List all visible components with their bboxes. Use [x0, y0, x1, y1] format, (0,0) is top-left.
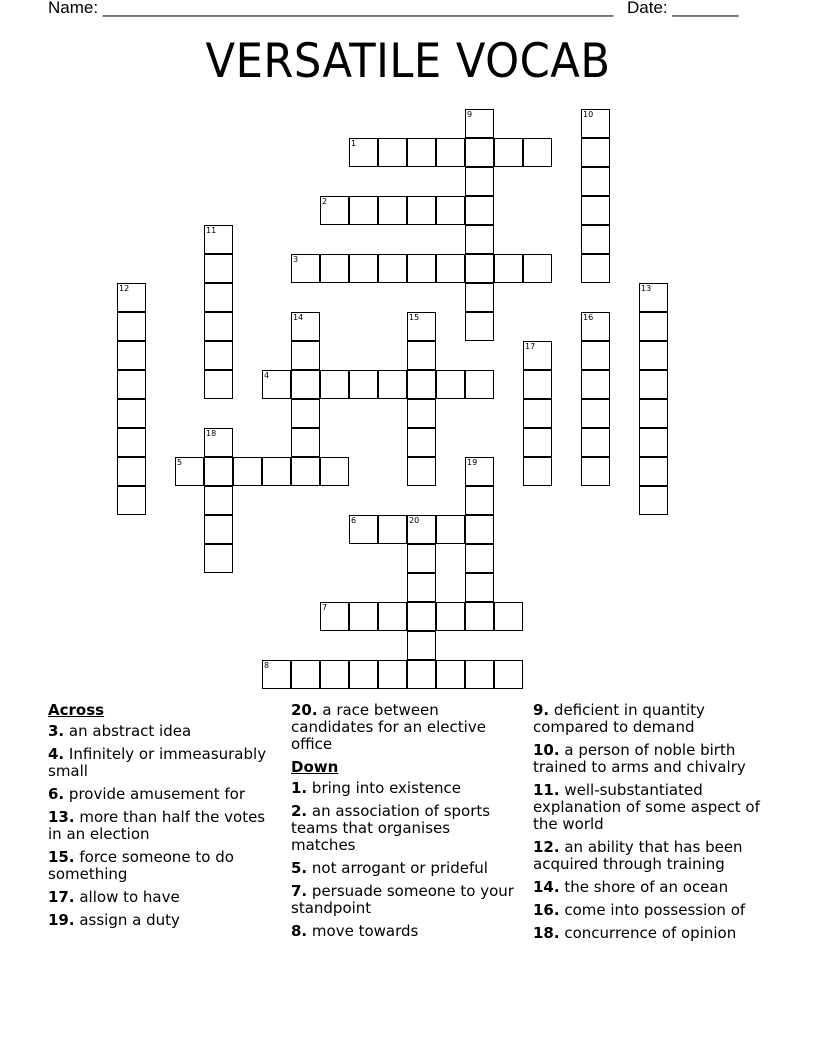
grid-cell[interactable]	[407, 602, 436, 631]
grid-cell[interactable]	[407, 544, 436, 573]
grid-cell[interactable]	[291, 399, 320, 428]
cell-number: 9	[467, 110, 473, 119]
grid-cell[interactable]	[581, 109, 610, 138]
grid-cell[interactable]	[204, 544, 233, 573]
grid-cell[interactable]	[465, 225, 494, 254]
cell-number: 1	[351, 139, 357, 148]
grid-cell[interactable]	[262, 660, 291, 689]
grid-cell[interactable]	[204, 283, 233, 312]
grid-cell[interactable]	[117, 312, 146, 341]
grid-cell[interactable]	[117, 399, 146, 428]
grid-cell[interactable]	[523, 370, 552, 399]
grid-cell[interactable]	[581, 370, 610, 399]
grid-cell[interactable]	[523, 138, 552, 167]
clue-down-12: 12. an ability that has been acquired through training	[533, 838, 743, 873]
grid-cell[interactable]	[407, 515, 436, 544]
grid-cell[interactable]	[407, 254, 436, 283]
grid-cell[interactable]	[494, 254, 523, 283]
grid-cell[interactable]	[378, 515, 407, 544]
grid-cell[interactable]	[378, 370, 407, 399]
grid-cell[interactable]	[378, 138, 407, 167]
cell-number: 10	[583, 110, 594, 119]
grid-cell[interactable]	[581, 457, 610, 486]
grid-cell[interactable]	[465, 457, 494, 486]
clue-down-10: 10. a person of noble birth trained to arms and chivalry	[533, 741, 746, 776]
grid-cell[interactable]	[523, 399, 552, 428]
cell-number: 18	[206, 429, 217, 438]
clue-across-13: 13. more than half the votes in an election	[48, 808, 266, 843]
clue-down-1: 1. bring into existence	[291, 779, 461, 797]
grid-cell[interactable]	[291, 370, 320, 399]
grid-cell[interactable]	[523, 254, 552, 283]
grid-cell[interactable]	[436, 254, 465, 283]
grid-cell[interactable]	[436, 196, 465, 225]
clue-down-2: 2. an association of sports teams that organises matches	[291, 802, 491, 854]
clue-across-17: 17. allow to have	[48, 888, 180, 906]
grid-cell[interactable]	[581, 341, 610, 370]
cell-number: 13	[641, 284, 652, 293]
clue-down-5: 5. not arrogant or prideful	[291, 859, 488, 877]
grid-cell[interactable]	[117, 457, 146, 486]
grid-cell[interactable]	[349, 138, 378, 167]
clue-down-16: 16. come into possession of	[533, 901, 746, 919]
grid-cell[interactable]	[465, 167, 494, 196]
across-heading: Across	[48, 701, 105, 719]
grid-cell[interactable]	[407, 660, 436, 689]
grid-cell[interactable]	[117, 370, 146, 399]
cell-number: 2	[322, 197, 328, 206]
grid-cell[interactable]	[523, 457, 552, 486]
grid-cell[interactable]	[639, 283, 668, 312]
clue-across-15: 15. force someone to do something	[48, 848, 234, 883]
clues-column-2	[291, 702, 516, 946]
grid-cell[interactable]	[291, 341, 320, 370]
date-blank[interactable]: _______	[672, 0, 739, 17]
clue-down-7: 7. persuade someone to your standpoint	[291, 882, 514, 917]
grid-cell[interactable]	[436, 515, 465, 544]
grid-cell[interactable]	[378, 660, 407, 689]
grid-cell[interactable]	[436, 602, 465, 631]
grid-cell[interactable]	[465, 544, 494, 573]
grid-cell[interactable]	[204, 225, 233, 254]
grid-cell[interactable]	[465, 370, 494, 399]
grid-cell[interactable]	[291, 428, 320, 457]
clue-down-11: 11. well-substantiated explanation of some aspect of the world	[533, 781, 760, 833]
clue-across-6: 6. provide amusement for	[48, 785, 245, 803]
grid-cell[interactable]	[465, 515, 494, 544]
grid-cell[interactable]	[117, 428, 146, 457]
clue-down-8: 8. move towards	[291, 922, 419, 940]
down-heading: Down	[291, 758, 339, 776]
name-label: Name:	[48, 0, 99, 17]
clue-down-14: 14. the shore of an ocean	[533, 878, 729, 896]
grid-cell[interactable]	[639, 341, 668, 370]
cell-number: 19	[467, 458, 478, 467]
grid-cell[interactable]	[639, 399, 668, 428]
grid-cell[interactable]	[407, 457, 436, 486]
grid-cell[interactable]	[320, 602, 349, 631]
cell-number: 16	[583, 313, 594, 322]
grid-cell[interactable]	[494, 138, 523, 167]
grid-cell[interactable]	[465, 660, 494, 689]
grid-cell[interactable]	[320, 196, 349, 225]
grid-cell[interactable]	[465, 283, 494, 312]
grid-cell[interactable]	[465, 312, 494, 341]
grid-cell[interactable]	[407, 428, 436, 457]
grid-cell[interactable]	[465, 602, 494, 631]
name-blank[interactable]: ______________________________________________________	[102, 0, 614, 17]
grid-cell[interactable]	[436, 660, 465, 689]
grid-cell[interactable]	[407, 196, 436, 225]
grid-cell[interactable]	[581, 428, 610, 457]
grid-cell[interactable]	[407, 138, 436, 167]
clue-across-19: 19. assign a duty	[48, 911, 180, 929]
grid-cell[interactable]	[204, 515, 233, 544]
grid-cell[interactable]	[494, 602, 523, 631]
grid-cell[interactable]	[465, 486, 494, 515]
grid-cell[interactable]	[204, 312, 233, 341]
clue-down-9: 9. deficient in quantity compared to demand	[533, 701, 705, 736]
grid-cell[interactable]	[175, 457, 204, 486]
date-label: Date:	[627, 0, 668, 17]
cell-number: 12	[119, 284, 130, 293]
grid-cell[interactable]	[204, 370, 233, 399]
grid-cell[interactable]	[349, 515, 378, 544]
grid-cell[interactable]	[581, 254, 610, 283]
cell-number: 20	[409, 516, 420, 525]
clues-column-1	[48, 702, 273, 935]
grid-cell[interactable]	[494, 660, 523, 689]
grid-cell[interactable]	[639, 428, 668, 457]
grid-cell[interactable]	[581, 399, 610, 428]
grid-cell[interactable]	[117, 283, 146, 312]
clues-column-3	[533, 702, 768, 948]
grid-cell[interactable]	[639, 457, 668, 486]
grid-cell[interactable]	[204, 341, 233, 370]
grid-cell[interactable]	[465, 138, 494, 167]
grid-cell[interactable]	[117, 341, 146, 370]
grid-cell[interactable]	[320, 370, 349, 399]
cell-number: 3	[293, 255, 299, 264]
cell-number: 11	[206, 226, 217, 235]
grid-cell[interactable]	[407, 370, 436, 399]
clue-across-20: 20. a race between candidates for an elective office	[291, 701, 486, 753]
grid-cell[interactable]	[581, 138, 610, 167]
grid-cell[interactable]	[204, 428, 233, 457]
puzzle-title: VERSATILE VOCAB	[205, 34, 611, 89]
grid-cell[interactable]	[233, 457, 262, 486]
grid-cell[interactable]	[436, 370, 465, 399]
grid-cell[interactable]	[581, 196, 610, 225]
grid-cell[interactable]	[407, 573, 436, 602]
grid-cell[interactable]	[291, 312, 320, 341]
grid-cell[interactable]	[262, 370, 291, 399]
cell-number: 17	[525, 342, 536, 351]
grid-cell[interactable]	[581, 225, 610, 254]
grid-cell[interactable]	[436, 138, 465, 167]
grid-cell[interactable]	[349, 196, 378, 225]
grid-cell[interactable]	[117, 486, 146, 515]
grid-cell[interactable]	[204, 457, 233, 486]
grid-cell[interactable]	[291, 254, 320, 283]
grid-cell[interactable]	[320, 660, 349, 689]
cell-number: 4	[264, 371, 270, 380]
grid-cell[interactable]	[581, 312, 610, 341]
cell-number: 15	[409, 313, 420, 322]
grid-cell[interactable]	[465, 573, 494, 602]
grid-cell[interactable]	[407, 631, 436, 660]
grid-cell[interactable]	[291, 457, 320, 486]
clue-across-4: 4. Infinitely or immeasurably small	[48, 745, 267, 780]
grid-cell[interactable]	[349, 660, 378, 689]
grid-cell[interactable]	[291, 660, 320, 689]
grid-cell[interactable]	[378, 254, 407, 283]
grid-cell[interactable]	[204, 486, 233, 515]
grid-cell[interactable]	[407, 399, 436, 428]
cell-number: 6	[351, 516, 357, 525]
cell-number: 14	[293, 313, 304, 322]
grid-cell[interactable]	[465, 109, 494, 138]
grid-cell[interactable]	[407, 312, 436, 341]
grid-cell[interactable]	[581, 167, 610, 196]
grid-cell[interactable]	[639, 486, 668, 515]
grid-cell[interactable]	[523, 428, 552, 457]
grid-cell[interactable]	[378, 196, 407, 225]
grid-cell[interactable]	[349, 602, 378, 631]
clue-across-3: 3. an abstract idea	[48, 722, 192, 740]
cell-number: 7	[322, 603, 328, 612]
grid-cell[interactable]	[523, 341, 552, 370]
grid-cell[interactable]	[639, 370, 668, 399]
cell-number: 5	[177, 458, 183, 467]
grid-cell[interactable]	[378, 602, 407, 631]
grid-cell[interactable]	[204, 254, 233, 283]
cell-number: 8	[264, 661, 270, 670]
grid-cell[interactable]	[349, 254, 378, 283]
grid-cell[interactable]	[262, 457, 291, 486]
grid-cell[interactable]	[407, 341, 436, 370]
grid-cell[interactable]	[465, 254, 494, 283]
grid-cell[interactable]	[465, 196, 494, 225]
grid-cell[interactable]	[639, 312, 668, 341]
clue-down-18: 18. concurrence of opinion	[533, 924, 737, 942]
grid-cell[interactable]	[320, 254, 349, 283]
grid-cell[interactable]	[320, 457, 349, 486]
grid-cell[interactable]	[349, 370, 378, 399]
